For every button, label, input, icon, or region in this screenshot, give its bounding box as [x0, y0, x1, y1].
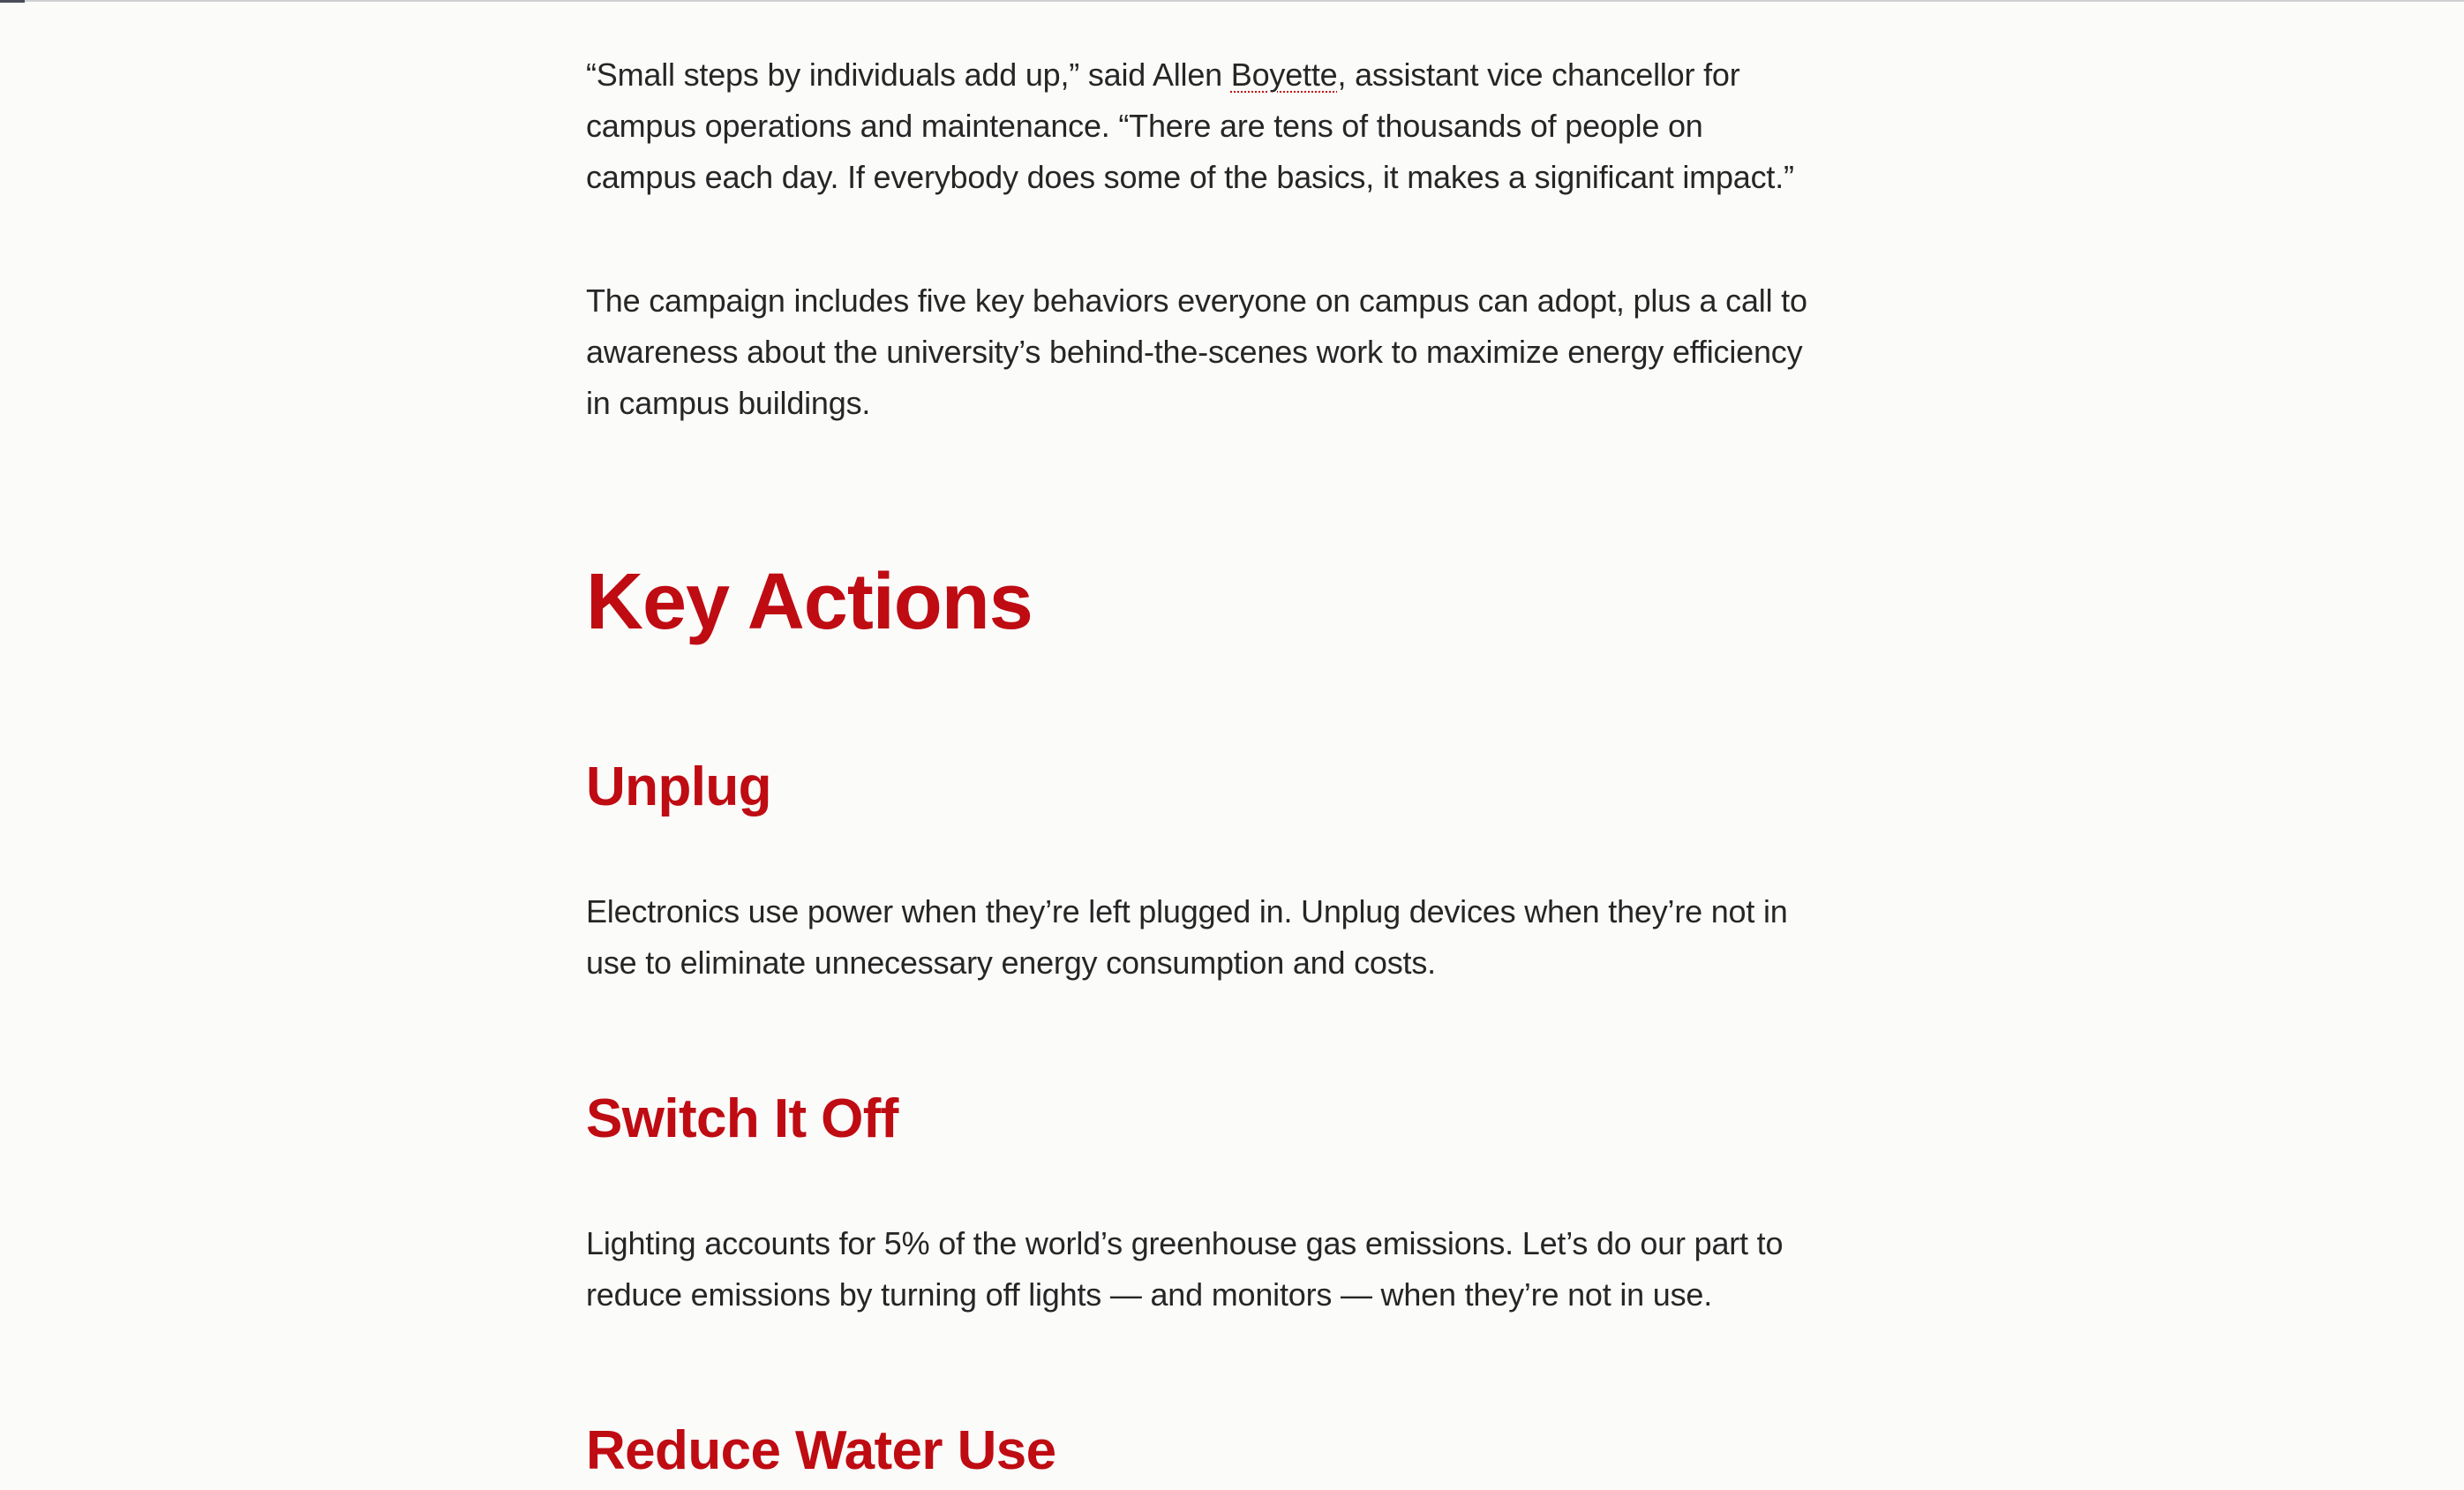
section-heading-key-actions: Key Actions [586, 558, 1033, 646]
action-body-unplug: Electronics use power when they’re left plugged in. Unplug devices when they’re not in use to eliminate unnecessary energy consumption and costs. [586, 893, 1788, 981]
scroll-progress-indicator [0, 0, 25, 3]
page-top-border [0, 0, 2464, 2]
action-heading-reduce-water-use: Reduce Water Use [586, 1420, 1056, 1481]
quote-paragraph [586, 49, 1822, 203]
spellcheck-flagged-name[interactable]: Boyette [1230, 56, 1338, 93]
campaign-paragraph: The campaign includes five key behaviors everyone on campus can adopt, plus a call to awareness about the university’s behind-the-scenes work to maximize energy efficiency in campus buildings. [586, 282, 1807, 421]
quote-paragraph-text-after: , assistant vice chancellor for campus operations and maintenance. “There are tens of thousands of people on campus each day. If everybody does some of the basics, it makes a significant impact.” [586, 56, 1794, 195]
action-heading-switch-it-off: Switch It Off [586, 1088, 898, 1149]
action-heading-unplug: Unplug [586, 756, 771, 817]
action-body-switch-it-off: Lighting accounts for 5% of the world’s greenhouse gas emissions. Let’s do our part to reduce emissions by turning off lights — and monitors — when they’re not in use. [586, 1225, 1784, 1313]
quote-paragraph-text-before: “Small steps by individuals add up,” said Allen [586, 56, 1231, 93]
